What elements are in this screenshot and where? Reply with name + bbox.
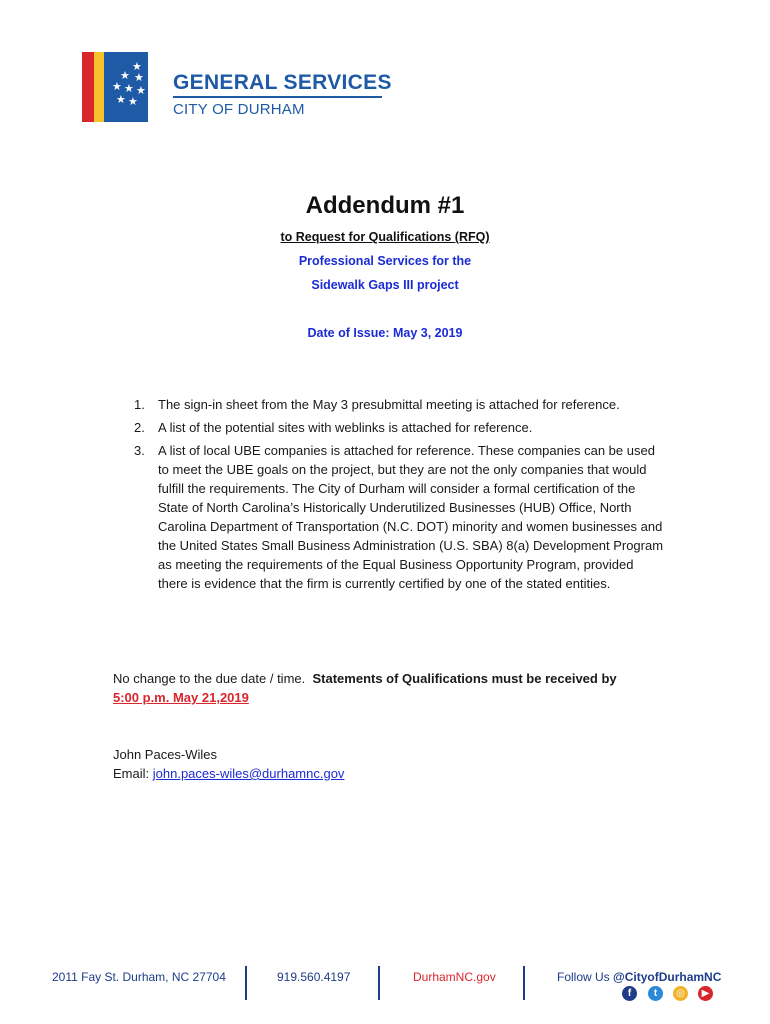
logo-divider xyxy=(173,96,382,98)
list-item-number: 2. xyxy=(134,420,145,435)
footer-phone: 919.560.4197 xyxy=(277,970,351,984)
rfq-subtitle: to Request for Qualifications (RFQ) xyxy=(280,230,490,244)
instagram-icon[interactable]: ◎ xyxy=(673,986,688,1001)
notice-plain-text: No change to the due date / time. xyxy=(113,671,306,686)
contact-name: John Paces-Wiles xyxy=(113,747,218,762)
follow-handle: @CityofDurhamNC xyxy=(613,970,722,984)
footer-website-link[interactable]: DurhamNC.gov xyxy=(413,970,496,984)
footer-divider xyxy=(245,966,247,1000)
project-line-1: Professional Services for the xyxy=(298,254,472,268)
footer-divider xyxy=(523,966,525,1000)
footer-address: 2011 Fay St. Durham, NC 27704 xyxy=(52,970,226,984)
due-date-notice xyxy=(113,669,673,707)
addendum-items-list xyxy=(134,395,664,597)
list-item-text: A list of local UBE companies is attached for reference. These companies can be used to meet the UBE goals on the project, but they are not the only companies that would fulfill the requirements. The City of Durham will consider a formal certification of the State of North Carolina’s Historically Underutilized Businesses (HUB) Office, North Carolina Department of Transportation (N.C. DOT) minority and women businesses and the United States Small Business Administration (U.S. SBA) 8(a) Development Program as meeting the requirements of the Equal Business Opportunity Program, provided there is evidence that the firm is currently certified by one of the stated entities. xyxy=(158,443,664,591)
list-item-number: 3. xyxy=(134,443,145,458)
stars-icon: ★ ★ ★ ★ ★ ★ ★ ★ xyxy=(112,61,146,108)
follow-prefix: Follow Us xyxy=(557,970,614,984)
logo-title: GENERAL SERVICES xyxy=(173,71,392,94)
contact-block xyxy=(113,745,344,783)
email-label: Email: xyxy=(113,766,150,781)
list-item-text: A list of the potential sites with weblinks is attached for reference. xyxy=(158,420,533,435)
list-item-text: The sign-in sheet from the May 3 presubmittal meeting is attached for reference. xyxy=(158,397,620,412)
list-item xyxy=(134,441,664,593)
youtube-icon[interactable]: ▶ xyxy=(698,986,713,1001)
logo-red-stripe xyxy=(82,52,94,122)
project-line-2: Sidewalk Gaps III project xyxy=(311,278,459,292)
list-item xyxy=(134,395,664,414)
facebook-icon[interactable]: f xyxy=(622,986,637,1001)
deadline-text: 5:00 p.m. May 21,2019 xyxy=(113,690,249,705)
footer-divider xyxy=(378,966,380,1000)
page-title: Addendum #1 xyxy=(305,192,465,219)
list-item xyxy=(134,418,664,437)
twitter-icon[interactable]: t xyxy=(648,986,663,1001)
email-link[interactable]: john.paces-wiles@durhamnc.gov xyxy=(152,766,345,781)
page-footer xyxy=(0,966,770,1006)
issue-date: Date of Issue: May 3, 2019 xyxy=(307,326,463,340)
logo-subtitle: CITY OF DURHAM xyxy=(173,101,305,118)
notice-bold-text: Statements of Qualifications must be received by xyxy=(312,671,617,686)
general-services-logo xyxy=(82,52,392,122)
footer-follow xyxy=(557,970,721,984)
logo-yellow-stripe xyxy=(94,52,104,122)
contact-email-row xyxy=(113,764,344,783)
list-item-number: 1. xyxy=(134,397,145,412)
